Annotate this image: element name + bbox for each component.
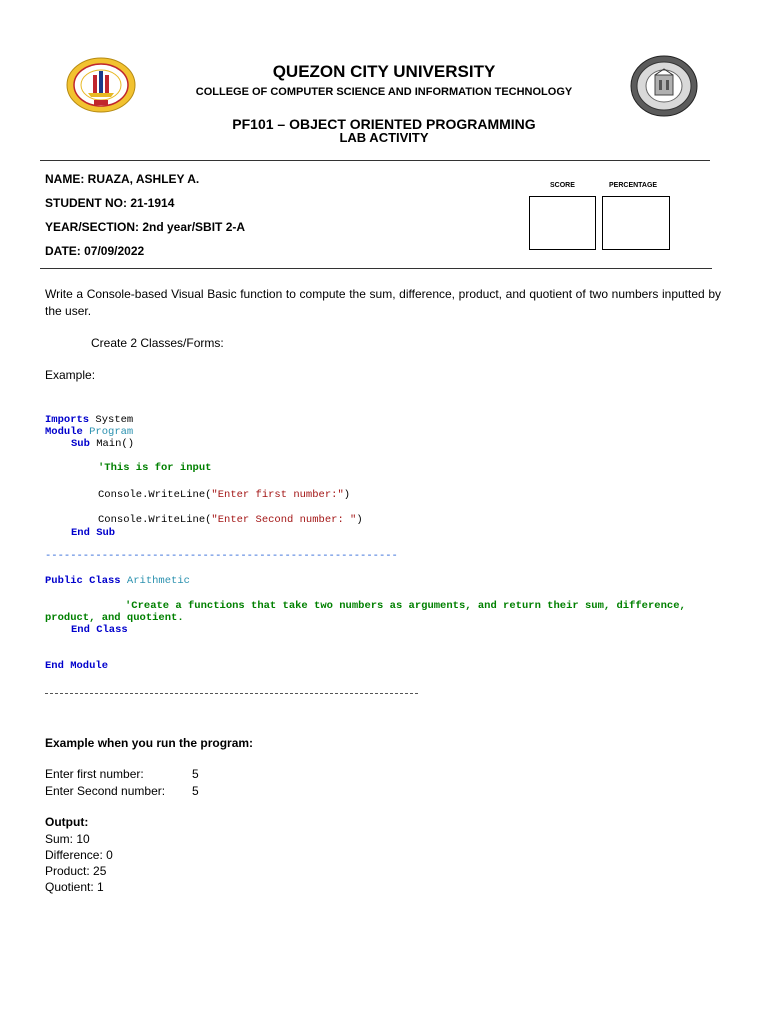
header-divider xyxy=(40,160,710,161)
student-name: NAME: RUAZA, ASHLEY A. xyxy=(45,172,200,186)
date: DATE: 07/09/2022 xyxy=(45,244,145,258)
course-title: PF101 – OBJECT ORIENTED PROGRAMMING xyxy=(232,116,536,132)
first-number-value: 5 xyxy=(192,767,199,781)
code-line-imports: Imports System xyxy=(45,414,134,426)
code-line-end-class: End Class xyxy=(71,624,128,636)
create-classes-text: Create 2 Classes/Forms: xyxy=(91,336,224,350)
output-quotient: Quotient: 1 xyxy=(45,880,104,894)
run-example-heading: Example when you run the program: xyxy=(45,736,254,750)
second-number-value: 5 xyxy=(192,784,199,798)
code-line-public-class: Public Class Arithmetic xyxy=(45,575,190,587)
percentage-box xyxy=(602,196,670,250)
output-product: Product: 25 xyxy=(45,864,107,878)
output-sum: Sum: 10 xyxy=(45,832,90,846)
activity-title: LAB ACTIVITY xyxy=(339,130,429,145)
student-number: STUDENT NO: 21-1914 xyxy=(45,196,175,210)
instructions-paragraph: Write a Console-based Visual Basic function to compute the sum, difference, product, and quotient of two numbers inputted by the user. xyxy=(45,287,721,318)
university-name: QUEZON CITY UNIVERSITY xyxy=(272,62,496,81)
code-line-console-second: Console.WriteLine("Enter Second number: ") xyxy=(98,514,363,526)
code-comment-input: 'This is for input xyxy=(98,462,212,474)
score-label: SCORE xyxy=(550,182,575,189)
example-label: Example: xyxy=(45,368,96,382)
second-number-label: Enter Second number: xyxy=(45,784,166,798)
score-box xyxy=(529,196,596,250)
section-divider xyxy=(45,693,418,694)
percentage-label: PERCENTAGE xyxy=(609,182,658,189)
code-line-console-first: Console.WriteLine("Enter first number:") xyxy=(98,489,351,501)
college-name: COLLEGE OF COMPUTER SCIENCE AND INFORMATION TECHNOLOGY xyxy=(195,86,573,98)
code-line-end-module: End Module xyxy=(45,660,109,672)
code-line-module: Module Program xyxy=(45,426,134,438)
output-heading: Output: xyxy=(45,815,89,829)
info-divider xyxy=(40,268,712,269)
code-separator: -------------------------------------------------------- xyxy=(45,550,398,562)
first-number-label: Enter first number: xyxy=(45,767,144,781)
output-difference: Difference: 0 xyxy=(45,848,113,862)
code-comment-class-2: product, and quotient. xyxy=(45,612,184,624)
code-line-end-sub: End Sub xyxy=(71,527,116,539)
year-section: YEAR/SECTION: 2nd year/SBIT 2-A xyxy=(45,220,246,234)
code-comment-class-1: 'Create a functions that take two numbers as arguments, and return their sum, difference, xyxy=(125,600,686,612)
code-line-sub: Sub Main() xyxy=(71,438,135,450)
